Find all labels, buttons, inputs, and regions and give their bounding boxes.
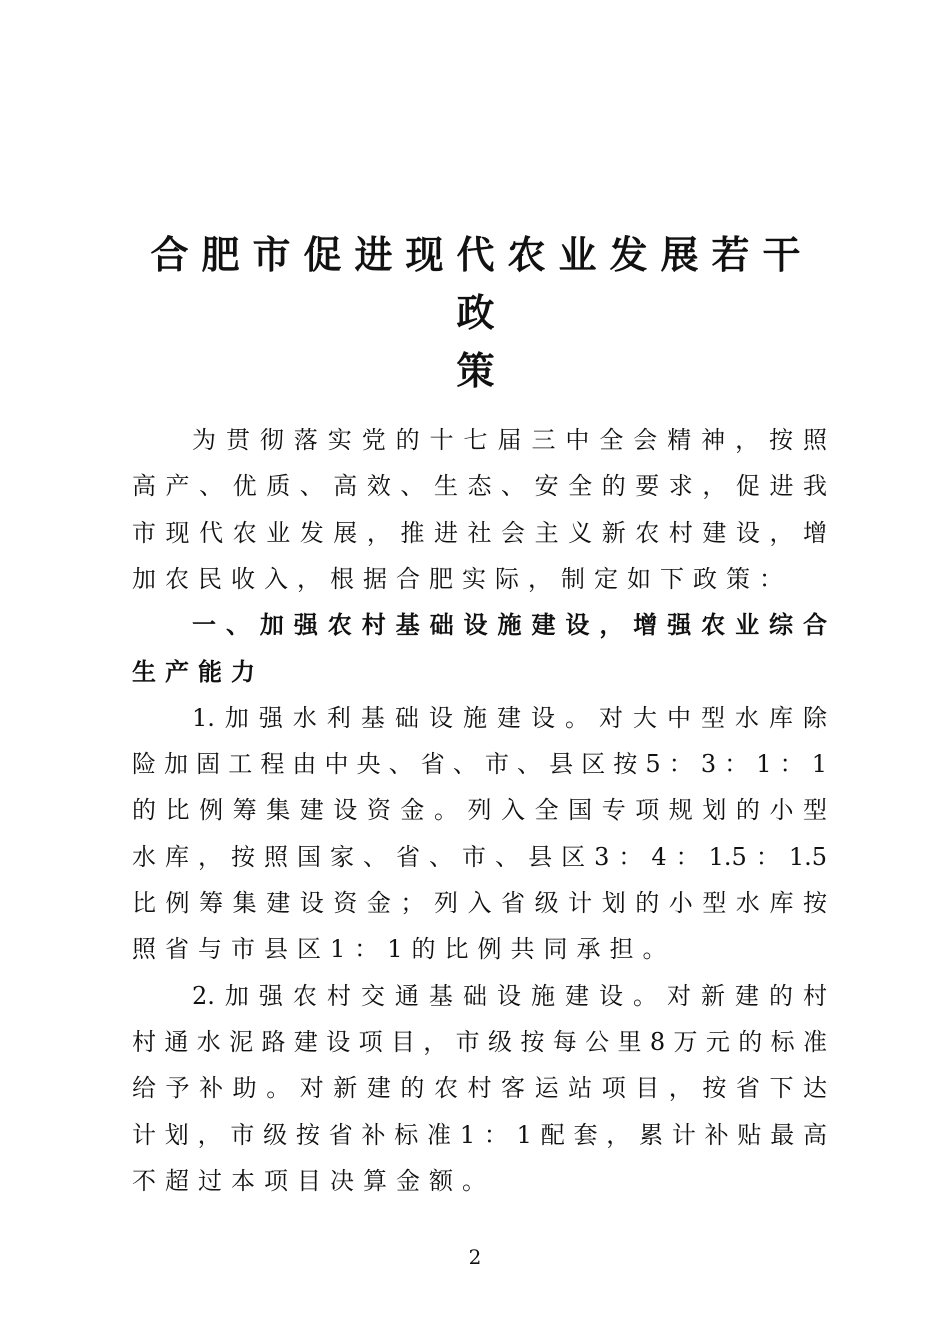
- paragraph-line: 1.加强水利基础设施建设。对大中型水库除: [192, 703, 827, 732]
- document-title: [132, 226, 832, 400]
- paragraph-line: 加农民收入，根据合肥实际，制定如下政策：: [132, 564, 792, 593]
- paragraph-line: 比例筹集建设资金；列入省级计划的小型水库按: [132, 889, 827, 917]
- paragraph-line: 水库，按照国家、省、市、县区3：4：1.5：1.5: [132, 842, 827, 871]
- paragraph-line: 不超过本项目决算金额。: [132, 1166, 495, 1195]
- section-heading-line: 一、加强农村基础设施建设，增强农业综合: [192, 611, 827, 640]
- paragraph-line: 2.加强农村交通基础设施建设。对新建的村: [192, 981, 827, 1010]
- paragraph-line: 计划，市级按省补标准1：1配套，累计补贴最高: [132, 1120, 827, 1149]
- paragraph-line: 高产、优质、高效、生态、安全的要求，促进我: [132, 472, 827, 501]
- paragraph-line: 村通水泥路建设项目，市级按每公里8万元的标准: [132, 1027, 827, 1056]
- page-number: 2: [468, 1245, 482, 1269]
- title-line-1: 合肥市促进现代农业发展若干政: [150, 233, 814, 335]
- paragraph-line: 的比例筹集建设资金。列入全国专项规划的小型: [132, 796, 827, 825]
- paragraph-line: 为贯彻落实党的十七届三中全会精神，按照: [192, 426, 827, 454]
- paragraph-line: 险加固工程由中央、省、市、县区按5：3：1：1: [132, 750, 827, 779]
- title-line-2: 策: [456, 349, 508, 393]
- section-heading-line: 生产能力: [132, 657, 264, 686]
- paragraph-line: 给予补助。对新建的农村客运站项目，按省下达: [132, 1074, 827, 1103]
- paragraph-line: 照省与市县区1：1的比例共同承担。: [132, 935, 676, 964]
- paragraph-line: 市现代农业发展，推进社会主义新农村建设，增: [132, 518, 827, 547]
